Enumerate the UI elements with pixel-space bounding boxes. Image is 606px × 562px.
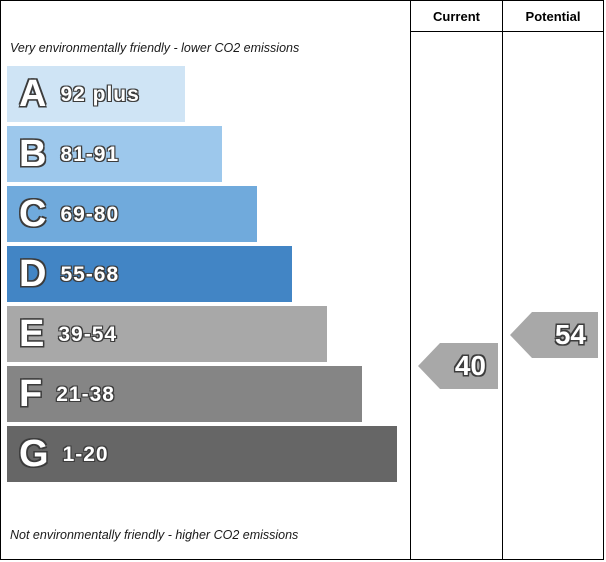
current-pointer-arrow-icon bbox=[418, 343, 440, 389]
band-bar-g bbox=[7, 426, 397, 482]
band-range-d: 55-68 bbox=[60, 262, 120, 286]
bottom-caption: Not environmentally friendly - higher CO2 emissions bbox=[10, 528, 299, 542]
band-range-f: 21-38 bbox=[56, 382, 115, 406]
potential-column-header: Potential bbox=[525, 9, 581, 24]
band-letter-g: G bbox=[19, 433, 49, 475]
band-letter-a: A bbox=[19, 73, 47, 115]
band-range-g: 1-20 bbox=[62, 442, 109, 466]
band-range-e: 39-54 bbox=[58, 322, 118, 346]
band-range-c: 69-80 bbox=[60, 202, 120, 226]
band-bar-f bbox=[7, 366, 362, 422]
current-rating-value: 40 bbox=[454, 350, 486, 381]
band-bar-c bbox=[7, 186, 257, 242]
band-letter-e: E bbox=[19, 313, 45, 355]
band-letter-d: D bbox=[19, 253, 47, 295]
band-range-a: 92 plus bbox=[60, 82, 140, 106]
current-column-header: Current bbox=[433, 9, 480, 24]
potential-rating-value: 54 bbox=[554, 319, 586, 350]
potential-rating-pointer bbox=[510, 312, 598, 358]
band-bar-a bbox=[7, 66, 185, 122]
band-bar-e bbox=[7, 306, 327, 362]
current-column-divider bbox=[410, 0, 411, 560]
current-rating-pointer bbox=[418, 343, 498, 389]
band-bar-d bbox=[7, 246, 292, 302]
band-letter-b: B bbox=[19, 133, 47, 175]
top-caption: Very environmentally friendly - lower CO2 emissions bbox=[10, 41, 300, 55]
band-bar-b bbox=[7, 126, 222, 182]
band-range-b: 81-91 bbox=[60, 142, 120, 166]
band-letter-c: C bbox=[19, 193, 47, 235]
potential-column-divider bbox=[502, 0, 503, 560]
potential-pointer-arrow-icon bbox=[510, 312, 532, 358]
band-letter-f: F bbox=[19, 373, 43, 415]
